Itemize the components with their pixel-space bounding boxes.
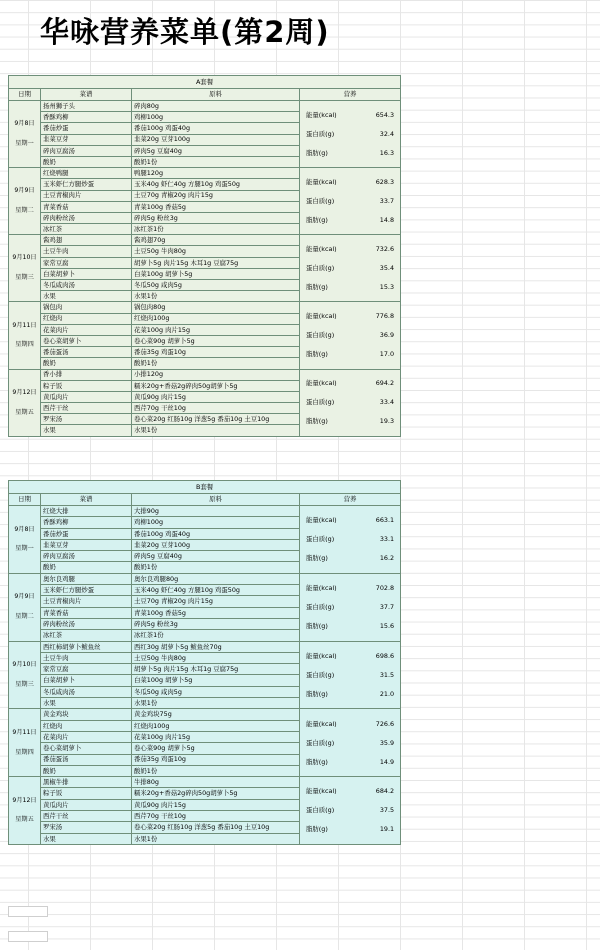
date-label: 9月11日 [12,321,37,329]
dish-name: 黑椒牛排 [41,777,132,788]
nutrition-cell [300,369,401,436]
nutrition-row [306,733,394,752]
dish-ingredients: 玉米40g 虾仁40g 方腿10g 鸡蛋50g [132,585,300,596]
nutrition-row [306,801,394,820]
day-cell [9,506,41,574]
nutrient-value: 726.6 [375,719,395,728]
dish-name: 土豆青椒肉片 [41,596,132,607]
dish-name: 土豆牛肉 [41,246,132,257]
nutrition-cell [300,777,401,845]
dish-name: 粽子饭 [41,788,132,799]
dish-name: 番茄蛋汤 [41,347,132,358]
nutrient-value: 628.3 [375,177,395,186]
nutrient-label: 蛋白质(g) [306,129,335,138]
dish-ingredients: 韭菜20g 豆芽100g [132,134,300,145]
column-header-ingredients: 原料 [132,494,300,506]
spacer [11,738,38,748]
dish-ingredients: 土豆50g 牛肉80g [132,246,300,257]
nutrition-cell [300,101,401,168]
dish-ingredients: 黄瓜90g 肉片15g [132,391,300,402]
nutrition-row [306,259,394,278]
dish-name: 水果 [41,833,132,844]
table-row [9,573,401,584]
nutrition-cell [300,641,401,709]
nutrient-value: 32.4 [379,129,395,138]
dish-ingredients: 水果1份 [132,833,300,844]
nutrient-label: 能量(kcal) [306,719,337,728]
dish-ingredients: 玉米40g 虾仁40g 方腿10g 鸡蛋50g [132,179,300,190]
table-row [9,777,401,788]
nutrient-value: 17.0 [379,350,395,359]
day-cell [9,101,41,168]
table-row [9,506,401,517]
nutrient-label: 脂肪(g) [306,689,328,698]
dish-ingredients: 西红30g 胡萝卜5g 鲅鱼丝70g [132,641,300,652]
dish-ingredients: 鸭腿120g [132,168,300,179]
nutrient-label: 蛋白质(g) [306,535,335,544]
dish-ingredients: 花菜100g 肉片15g [132,324,300,335]
column-header-ingredients: 原料 [132,89,300,101]
dish-ingredients: 卷心菜20g 红肠10g 洋葱5g 番茄10g 土豆10g [132,414,300,425]
weekday-label: 星期二 [15,613,34,621]
dish-ingredients: 番茄100g 鸡蛋40g [132,528,300,539]
table-row [9,709,401,720]
dish-ingredients: 土豆70g 青椒20g 肉片15g [132,190,300,201]
dish-name: 红烧鸭腿 [41,168,132,179]
weekday-label: 星期一 [15,140,34,148]
nutrition-row [306,549,394,568]
dish-name: 香酥鸡柳 [41,517,132,528]
dish-name: 冰红茶 [41,224,132,235]
dish-ingredients: 冬瓜50g 咸肉5g [132,280,300,291]
dish-name: 酸奶 [41,156,132,167]
nutrition-row [306,530,394,549]
nutrient-label: 能量(kcal) [306,516,337,525]
dish-name: 韭菜豆芽 [41,134,132,145]
nutrient-label: 能量(kcal) [306,583,337,592]
nutrition-row [306,106,394,125]
nutrient-value: 19.3 [379,417,395,426]
weekday-label: 星期五 [15,816,34,824]
dish-name: 西芹干丝 [41,403,132,414]
dish-name: 水果 [41,291,132,302]
dish-ingredients: 卷心菜90g 胡萝卜5g [132,335,300,346]
dish-name: 卷心菜胡萝卜 [41,335,132,346]
nutrient-value: 776.8 [375,312,395,321]
nutrition-cell [300,506,401,574]
plan-name: A套餐 [9,76,401,89]
nutrition-row [306,374,394,393]
nutrient-label: 蛋白质(g) [306,331,335,340]
nutrition-row [306,714,394,733]
date-label: 9月8日 [14,120,35,128]
day-cell [9,369,41,436]
nutrient-value: 37.7 [379,602,395,611]
nutrition-row [306,412,394,431]
dish-name: 家常豆腐 [41,664,132,675]
weekday-label: 星期五 [15,408,34,416]
dish-name: 水果 [41,425,132,436]
date-label: 9月9日 [14,187,35,195]
spacer [11,534,38,544]
spacer [11,806,38,816]
dish-name: 罗宋汤 [41,414,132,425]
nutrient-label: 蛋白质(g) [306,670,335,679]
empty-cell [8,906,48,917]
dish-name: 水果 [41,698,132,709]
nutrition-row [306,665,394,684]
dish-name: 黄金鸡块 [41,709,132,720]
spacer [11,670,38,680]
dish-name: 奥尔良鸡腿 [41,573,132,584]
dish-name: 碎肉豆腐汤 [41,551,132,562]
weekday-label: 星期四 [15,341,34,349]
dish-ingredients: 大排90g [132,506,300,517]
nutrition-row [306,144,394,163]
dish-ingredients: 酱鸡翅70g [132,235,300,246]
table-row [9,302,401,313]
nutrition-row [306,326,394,345]
nutrient-value: 16.2 [379,554,395,563]
dish-name: 青菜香菇 [41,201,132,212]
nutrient-label: 能量(kcal) [306,312,337,321]
dish-name: 西红柿胡萝卜鲅鱼丝 [41,641,132,652]
nutrient-value: 16.3 [379,148,395,157]
dish-ingredients: 花菜100g 肉片15g [132,731,300,742]
date-label: 9月8日 [14,525,35,533]
dish-name: 冰红茶 [41,630,132,641]
nutrition-row [306,278,394,297]
day-cell [9,641,41,709]
dish-name: 卷心菜胡萝卜 [41,743,132,754]
menu-table-a [8,75,401,437]
spacer [11,129,38,139]
nutrient-value: 33.7 [379,196,395,205]
nutrient-label: 能量(kcal) [306,651,337,660]
column-header-dish: 菜谱 [41,494,132,506]
dish-name: 锅包肉 [41,302,132,313]
dish-name: 番茄炒蛋 [41,528,132,539]
dish-name: 冬瓜咸肉汤 [41,686,132,697]
weekday-label: 星期三 [15,274,34,282]
dish-name: 酸奶 [41,358,132,369]
dish-name: 红烧大排 [41,506,132,517]
dish-ingredients: 水果1份 [132,425,300,436]
weekday-label: 星期三 [15,680,34,688]
nutrient-label: 蛋白质(g) [306,196,335,205]
dish-ingredients: 青菜100g 香菇5g [132,607,300,618]
nutrition-cell [300,709,401,777]
column-header-dish: 菜谱 [41,89,132,101]
table-row [9,168,401,179]
nutrient-value: 33.4 [379,398,395,407]
nutrient-value: 694.2 [375,379,395,388]
day-cell [9,709,41,777]
dish-ingredients: 碎肉5g 粉丝3g [132,618,300,629]
nutrition-row [306,125,394,144]
dish-ingredients: 番茄35g 鸡蛋10g [132,754,300,765]
spacer [11,196,38,206]
nutrient-value: 684.2 [375,787,395,796]
dish-ingredients: 番茄35g 鸡蛋10g [132,347,300,358]
nutrient-label: 蛋白质(g) [306,398,335,407]
dish-ingredients: 西芹70g 干丝10g [132,403,300,414]
dish-name: 红烧肉 [41,720,132,731]
nutrient-label: 蛋白质(g) [306,602,335,611]
dish-name: 红烧肉 [41,313,132,324]
nutrition-row [306,173,394,192]
date-label: 9月10日 [12,254,37,262]
dish-name: 白菜胡萝卜 [41,268,132,279]
plan-title-row [9,481,401,494]
dish-ingredients: 韭菜20g 豆芽100g [132,539,300,550]
nutrient-value: 19.1 [379,825,395,834]
dish-ingredients: 糯米20g+香菇2g碎肉50g胡萝卜5g [132,380,300,391]
dish-name: 罗宋汤 [41,822,132,833]
dish-name: 扬州狮子头 [41,101,132,112]
dish-ingredients: 水果1份 [132,698,300,709]
table-row [9,369,401,380]
dish-name: 家常豆腐 [41,257,132,268]
dish-name: 碎肉粉丝汤 [41,618,132,629]
dish-ingredients: 胡萝卜5g 肉片15g 木耳1g 豆腐75g [132,664,300,675]
nutrient-label: 脂肪(g) [306,148,328,157]
nutrient-label: 脂肪(g) [306,215,328,224]
nutrient-label: 能量(kcal) [306,787,337,796]
nutrition-row [306,393,394,412]
dish-name: 花菜肉片 [41,324,132,335]
dish-name: 白菜胡萝卜 [41,675,132,686]
dish-ingredients: 糯米20g+香菇2g碎肉50g胡萝卜5g [132,788,300,799]
nutrition-row [306,598,394,617]
dish-name: 花菜肉片 [41,731,132,742]
plan-name: B套餐 [9,481,401,494]
menu-table-b [8,480,401,845]
dish-ingredients: 碎肉80g [132,101,300,112]
dish-name: 香小排 [41,369,132,380]
nutrient-label: 能量(kcal) [306,379,337,388]
nutrient-value: 702.8 [375,583,395,592]
nutrient-label: 能量(kcal) [306,245,337,254]
nutrient-label: 能量(kcal) [306,110,337,119]
table-row [9,101,401,112]
empty-cell [8,931,48,942]
nutrient-value: 14.8 [379,215,395,224]
nutrient-label: 脂肪(g) [306,417,328,426]
dish-ingredients: 鸡柳100g [132,112,300,123]
column-header-date: 日期 [9,494,41,506]
nutrition-row [306,579,394,598]
dish-ingredients: 碎肉5g 豆腐40g [132,551,300,562]
dish-ingredients: 冰红茶1份 [132,224,300,235]
dish-name: 酱鸡翅 [41,235,132,246]
weekday-label: 星期四 [15,748,34,756]
dish-ingredients: 白菜100g 胡萝卜5g [132,268,300,279]
nutrition-row [306,511,394,530]
nutrition-row [306,192,394,211]
date-label: 9月12日 [12,796,37,804]
column-header-nutrition: 营养 [300,89,401,101]
dish-ingredients: 冰红茶1份 [132,630,300,641]
nutrition-row [306,752,394,771]
nutrition-row [306,646,394,665]
dish-name: 西芹干丝 [41,811,132,822]
column-header-nutrition: 营养 [300,494,401,506]
nutrition-cell [300,168,401,235]
dish-ingredients: 奥尔良鸡腿80g [132,573,300,584]
nutrient-value: 31.5 [379,670,395,679]
dish-ingredients: 冬瓜50g 咸肉5g [132,686,300,697]
nutrition-row [306,345,394,364]
day-cell [9,573,41,641]
dish-ingredients: 黄瓜90g 肉片15g [132,799,300,810]
nutrition-row [306,240,394,259]
dish-ingredients: 小排120g [132,369,300,380]
dish-name: 番茄炒蛋 [41,123,132,134]
nutrient-label: 脂肪(g) [306,825,328,834]
date-label: 9月12日 [12,388,37,396]
dish-ingredients: 黄金鸡块75g [132,709,300,720]
nutrition-row [306,211,394,230]
dish-ingredients: 红烧肉100g [132,720,300,731]
date-label: 9月11日 [12,728,37,736]
nutrient-label: 能量(kcal) [306,177,337,186]
column-header-row [9,89,401,101]
dish-name: 土豆青椒肉片 [41,190,132,201]
date-label: 9月9日 [14,593,35,601]
dish-ingredients: 番茄100g 鸡蛋40g [132,123,300,134]
nutrition-row [306,684,394,703]
dish-ingredients: 酸奶1份 [132,765,300,776]
nutrient-value: 36.9 [379,331,395,340]
day-cell [9,777,41,845]
page-title: 华咏营养菜单(第2周) [40,15,330,49]
nutrient-label: 蛋白质(g) [306,738,335,747]
dish-ingredients: 土豆50g 牛肉80g [132,652,300,663]
dish-name: 冬瓜咸肉汤 [41,280,132,291]
dish-ingredients: 胡萝卜5g 肉片15g 木耳1g 豆腐75g [132,257,300,268]
table-row [9,235,401,246]
dish-name: 粽子饭 [41,380,132,391]
dish-ingredients: 西芹70g 干丝10g [132,811,300,822]
table-row [9,641,401,652]
dish-ingredients: 水果1份 [132,291,300,302]
dish-name: 黄瓜肉片 [41,391,132,402]
dish-name: 玉米虾仁方腿炒蛋 [41,585,132,596]
nutrient-label: 脂肪(g) [306,757,328,766]
spacer [11,330,38,340]
column-header-date: 日期 [9,89,41,101]
nutrient-label: 脂肪(g) [306,283,328,292]
nutrient-value: 35.4 [379,264,395,273]
dish-ingredients: 碎肉5g 豆腐40g [132,145,300,156]
dish-name: 碎肉豆腐汤 [41,145,132,156]
nutrient-label: 脂肪(g) [306,350,328,359]
dish-ingredients: 牛排80g [132,777,300,788]
nutrient-label: 脂肪(g) [306,621,328,630]
dish-ingredients: 锅包肉80g [132,302,300,313]
dish-name: 青菜香菇 [41,607,132,618]
nutrient-value: 37.5 [379,806,395,815]
nutrition-row [306,782,394,801]
dish-ingredients: 酸奶1份 [132,156,300,167]
dish-ingredients: 红烧肉100g [132,313,300,324]
nutrient-value: 732.6 [375,245,395,254]
nutrient-value: 33.1 [379,535,395,544]
weekday-label: 星期二 [15,207,34,215]
dish-ingredients: 酸奶1份 [132,562,300,573]
nutrient-value: 698.6 [375,651,395,660]
day-cell [9,235,41,302]
plan-title-row [9,76,401,89]
dish-ingredients: 酸奶1份 [132,358,300,369]
dish-name: 番茄蛋汤 [41,754,132,765]
nutrient-label: 蛋白质(g) [306,806,335,815]
spacer [11,602,38,612]
nutrient-value: 654.3 [375,110,395,119]
dish-name: 黄瓜肉片 [41,799,132,810]
dish-ingredients: 卷心菜90g 胡萝卜5g [132,743,300,754]
dish-name: 香酥鸡柳 [41,112,132,123]
nutrition-row [306,617,394,636]
spacer [11,263,38,273]
nutrient-value: 15.6 [379,621,395,630]
column-header-row [9,494,401,506]
nutrient-value: 663.1 [375,516,395,525]
nutrition-cell [300,302,401,369]
dish-name: 玉米虾仁方腿炒蛋 [41,179,132,190]
dish-ingredients: 青菜100g 香菇5g [132,201,300,212]
dish-ingredients: 白菜100g 胡萝卜5g [132,675,300,686]
dish-ingredients: 卷心菜20g 红肠10g 洋葱5g 番茄10g 土豆10g [132,822,300,833]
dish-name: 酸奶 [41,765,132,776]
nutrient-value: 15.3 [379,283,395,292]
dish-name: 酸奶 [41,562,132,573]
dish-name: 韭菜豆芽 [41,539,132,550]
dish-ingredients: 碎肉5g 粉丝3g [132,212,300,223]
dish-ingredients: 鸡柳100g [132,517,300,528]
nutrient-value: 35.9 [379,738,395,747]
day-cell [9,302,41,369]
spacer [11,398,38,408]
weekday-label: 星期一 [15,545,34,553]
nutrition-row [306,307,394,326]
nutrient-value: 21.0 [379,689,395,698]
dish-name: 土豆牛肉 [41,652,132,663]
nutrient-value: 14.9 [379,757,395,766]
day-cell [9,168,41,235]
dish-name: 碎肉粉丝汤 [41,212,132,223]
nutrient-label: 脂肪(g) [306,554,328,563]
date-label: 9月10日 [12,661,37,669]
nutrition-row [306,820,394,839]
nutrient-label: 蛋白质(g) [306,264,335,273]
dish-ingredients: 土豆70g 青椒20g 肉片15g [132,596,300,607]
nutrition-cell [300,573,401,641]
nutrition-cell [300,235,401,302]
